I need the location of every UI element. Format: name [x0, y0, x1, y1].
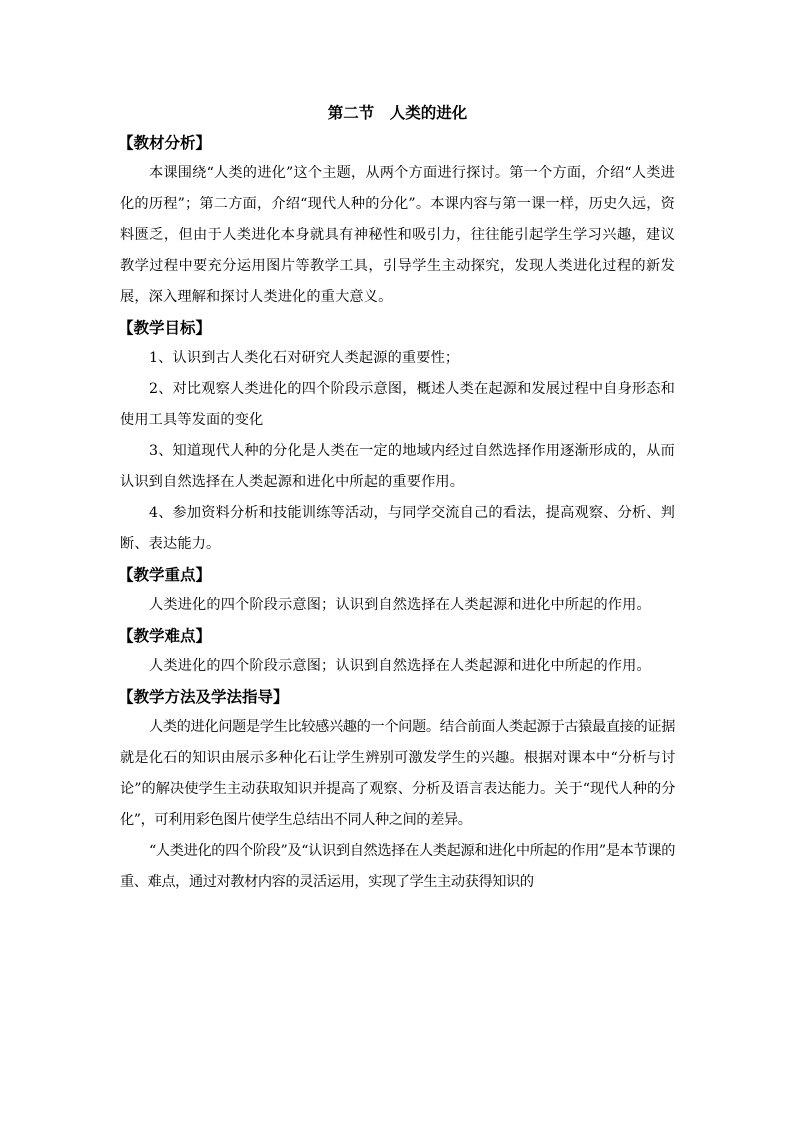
paragraph-goal-4: 4、参加资料分析和技能训练等活动，与同学交流自己的看法，提高观察、分析、判断、表达能力。: [120, 505, 675, 552]
paragraph-difficult-points: 人类进化的四个阶段示意图；认识到自然选择在人类起源和进化中所起的作用。: [149, 658, 651, 674]
section-heading-teaching-goals: 【教学目标】: [118, 318, 212, 337]
paragraph-goal-3: 3、知道现代人种的分化是人类在一定的地域内经过自然选择作用逐渐形成的，从而认识到自然选择在人类起源和进化中所起的重要作用。: [120, 443, 675, 490]
section-heading-textbook-analysis: 【教材分析】: [118, 133, 212, 152]
document-page: [120, 98, 675, 898]
paragraph-methods-2: “人类进化的四个阶段”及“认识到自然选择在人类起源和进化中所起的作用”是本节课的重、难点，通过对教材内容的灵活运用，实现了学生主动获得知识的: [120, 843, 675, 890]
paragraph-methods-1: 人类的进化问题是学生比较感兴趣的一个问题。结合前面人类起源于古猿最直接的证据就是化石的知识由展示多种化石让学生辨别可激发学生的兴趣。根据对课本中“分析与讨论”的解决使学生主动获取知识并提高了观察、分析及语言表达能力。关于“现代人种的分化”，可利用彩色图片使学生总结出不同人种之间的差异。: [120, 719, 675, 828]
section-heading-difficult-points: 【教学难点】: [118, 626, 212, 645]
paragraph-textbook-analysis: 本课围绕“人类的进化”这个主题，从两个方面进行探讨。第一个方面，介绍“人类进化的历程”；第二方面，介绍“现代人种的分化”。本课内容与第一课一样，历史久远，资料匮乏，但由于人类进化本身就具有神秘性和吸引力，往往能引起学生学习兴趣，建议教学过程中要充分运用图片等教学工具，引导学生主动探究，发现人类进化过程的新发展，深入理解和探讨人类进化的重大意义。: [120, 165, 675, 305]
paragraph-goal-2: 2、对比观察人类进化的四个阶段示意图，概述人类在起源和发展过程中自身形态和使用工具等发面的变化: [120, 381, 675, 428]
section-heading-key-points: 【教学重点】: [118, 565, 212, 584]
page-title: 第二节 人类的进化: [327, 103, 468, 122]
paragraph-key-points: 人类进化的四个阶段示意图；认识到自然选择在人类起源和进化中所起的作用。: [149, 597, 651, 613]
section-heading-methods: 【教学方法及学法指导】: [118, 687, 289, 706]
paragraph-goal-1: 1、认识到古人类化石对研究人类起源的重要性；: [149, 350, 460, 366]
